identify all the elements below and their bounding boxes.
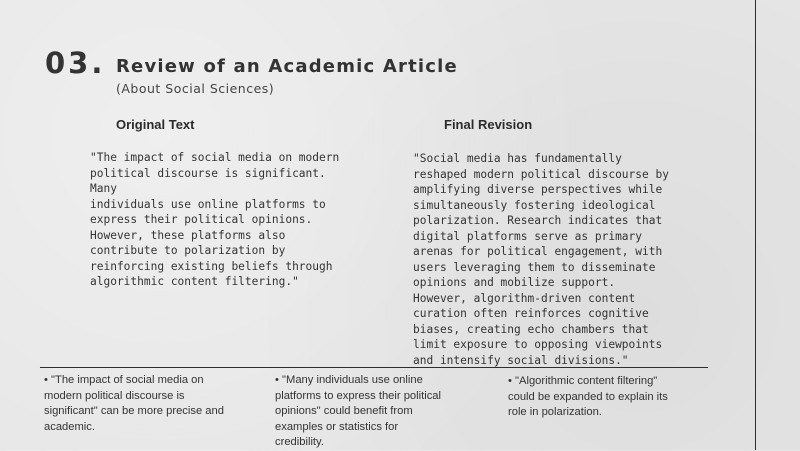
vertical-divider — [755, 0, 756, 450]
review-note-1: • "The impact of social media on modern political discourse is significant" can be more precise and academic. — [44, 374, 224, 433]
page-subtitle: (About Social Sciences) — [116, 81, 275, 96]
review-note-2: • "Many individuals use online platforms to express their political opinions" could benefit from examples or statistics for credibility. — [275, 374, 442, 448]
final-revision-heading: Final Revision — [444, 117, 533, 132]
section-number: 03. — [45, 46, 106, 80]
original-text-heading: Original Text — [116, 117, 195, 132]
review-note-3: • "Algorithmic content filtering" could be expanded to explain its role in polarization. — [508, 375, 668, 418]
page-title: Review of an Academic Article — [116, 56, 458, 77]
original-text-body: "The impact of social media on modern political discourse is significant. Many individuals use online platforms to express their political opinions. However, these platforms also contribute to polarization by reinforcing existing beliefs through algorithmic content filtering." — [90, 151, 340, 288]
final-revision-body: "Social media has fundamentally reshaped modern political discourse by amplifying diverse perspectives while simultaneously fostering ideological polarization. Research indicates that digital platforms serve as primary arenas for political engagement, with users leveraging them to disseminate opinions and mobilize support. However, algorithm-driven content curation often reinforces cognitive biases, creating echo chambers that limit exposure to opposing viewpoints and intensify social divisions." — [413, 152, 669, 367]
